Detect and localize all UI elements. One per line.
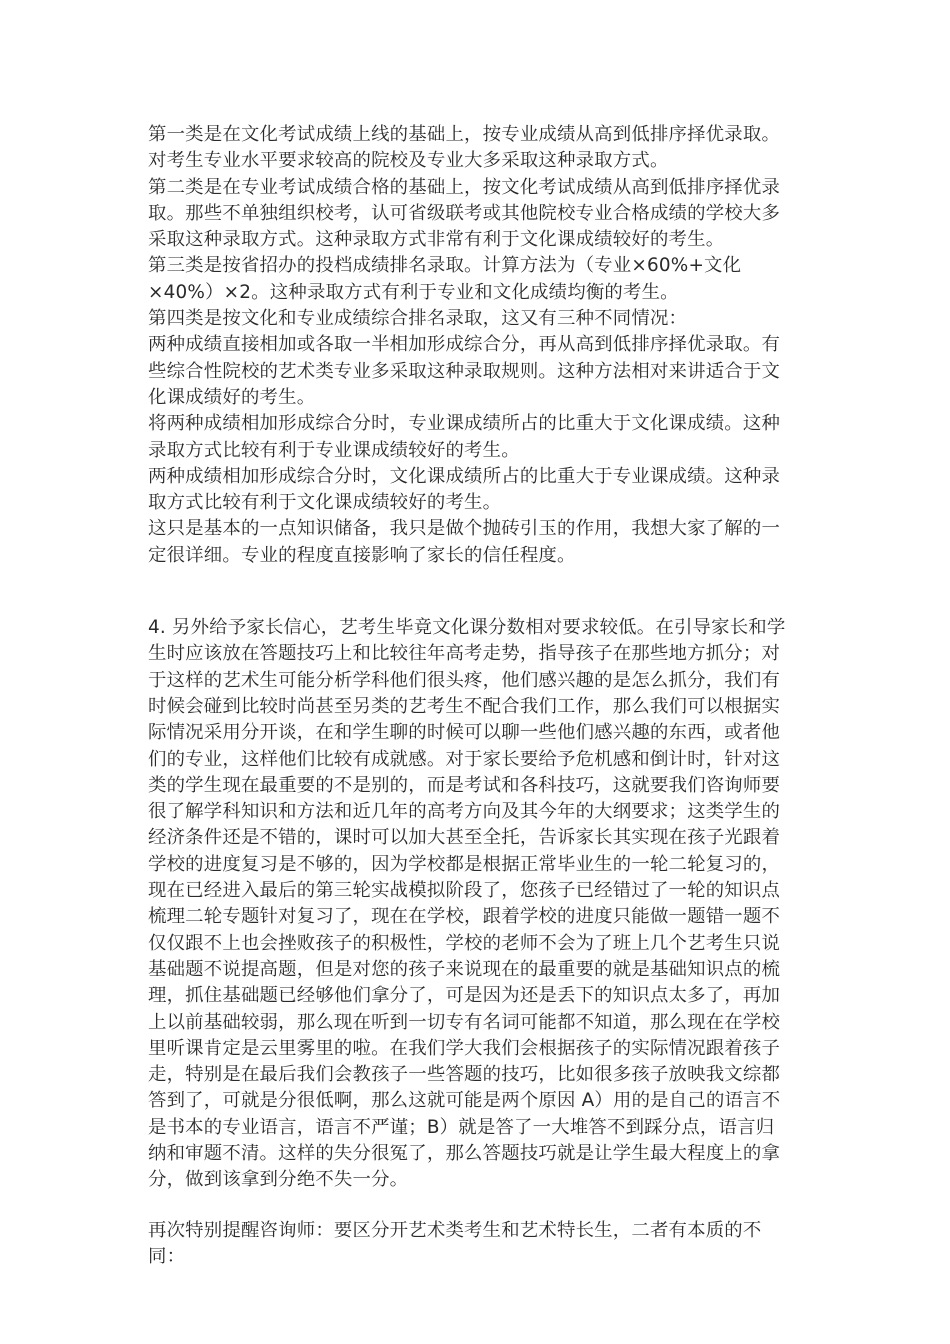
- paragraph-type-three: 第三类是按省招办的投档成绩排名录取。计算方法为（专业×60%+文化 ×40%）×2。这种录取方式有利于专业和文化成绩均衡的考生。: [148, 255, 742, 303]
- paragraph-knowledge-note: 这只是基本的一点知识储备，我只是做个抛砖引玉的作用，我想大家了解的一 定很详细。专业的程度直接影响了家长的信任程度。: [148, 518, 781, 566]
- paragraph-case-one: 两种成绩直接相加或各取一半相加形成综合分，再从高到低排序择优录取。有 些综合性院校的艺术类专业多采取这种录取规则。这种方法相对来讲适合于文 化课成绩好的考生。: [148, 334, 781, 408]
- paragraph-type-two: 第二类是在专业考试成绩合格的基础上，按文化考试成绩从高到低排序择优录 取。那些不单独组织校考，认可省级联考或其他院校专业合格成绩的学校大多 采取这种录取方式。这种录取方式非常有利于文化课成绩较好的考生。: [148, 176, 781, 251]
- section-spacer: [148, 569, 808, 615]
- paragraph-point-four: 4. 另外给予家长信心，艺考生毕竟文化课分数相对要求较低。在引导家长和学 生时应该放在答题技巧上和比较往年高考走势，指导孩子在那些地方抓分；对 于这样的艺术生可能分析学科他们很头疼，他们感兴趣的是怎么抓分，我们有 时候会碰到比较时尚甚至另类的艺考生不配合我们工作，那么我们可以根据实 际情况采用分开谈，在和学生聊的时候可以聊一些他们感兴趣的东西，或者他 们的专业，这样他们比较有成就感。对于家长要给予危机感和倒计时，针对这 类的学生现在最重要的不是别的，而是考试和各科技巧，这就要我们咨询师要 很了解学科知识和方法和近几年的高考方向及其今年的大纲要求；这类学生的 经济条件还是不错的，课时可以加大甚至全托，告诉家长其实现在孩子光跟着 学校的进度复习是不够的，因为学校都是根据正常毕业生的一轮二轮复习的， 现在已经进入最后的第三轮实战模拟阶段了，您孩子已经错过了一轮的知识点 梳理二轮专题针对复习了，现在在学校，跟着学校的进度只能做一题错一题不 仅仅跟不上也会挫败孩子的积极性，学校的老师不会为了班上几个艺考生只说 基础题不说提高题，但是对您的孩子来说现在的最重要的就是基础知识点的梳 理，抓住基础题已经够他们拿分了，可是因为还是丢下的知识点太多了，再加 上以前基础较弱，那么现在听到一切专有名词可能都不知道，那么现在在学校 里听课肯定是云里雾里的啦。在我们学大我们会根据孩子的实际情况跟着孩子 走，特别是在最后我们会教孩子一些答题的技巧，比如很多孩子放映我文综都 答到了，可就是分很低啊，那么这就可能是两个原因 A）用的是自己的语言不 是书本的专业语言，语言不严谨；B）就是答了一大堆答不到踩分点，语言归 纳和审题不清。这样的失分很冤了，那么答题技巧就是让学生最大程度上的拿 分，做到该拿到分绝不失一分。: [148, 617, 786, 1191]
- paragraph-type-four: 第四类是按文化和专业成绩综合排名录取，这又有三种不同情况：: [148, 308, 688, 330]
- section-spacer: [148, 1194, 808, 1218]
- document-body: [148, 122, 808, 1270]
- paragraph-case-three: 两种成绩相加形成综合分时，文化课成绩所占的比重大于专业课成绩。这种录 取方式比较有利于文化课成绩较好的考生。: [148, 465, 781, 514]
- paragraph-case-two: 将两种成绩相加形成综合分时，专业课成绩所占的比重大于文化课成绩。这种 录取方式比较有利于专业课成绩较好的考生。: [148, 413, 781, 461]
- paragraph-reminder: 再次特别提醒咨询师：要区分开艺术类考生和艺术特长生，二者有本质的不 同：: [148, 1219, 762, 1267]
- paragraph-type-one: 第一类是在文化考试成绩上线的基础上，按专业成绩从高到低排序择优录取。 对考生专业水平要求较高的院校及专业大多采取这种录取方式。: [148, 124, 781, 172]
